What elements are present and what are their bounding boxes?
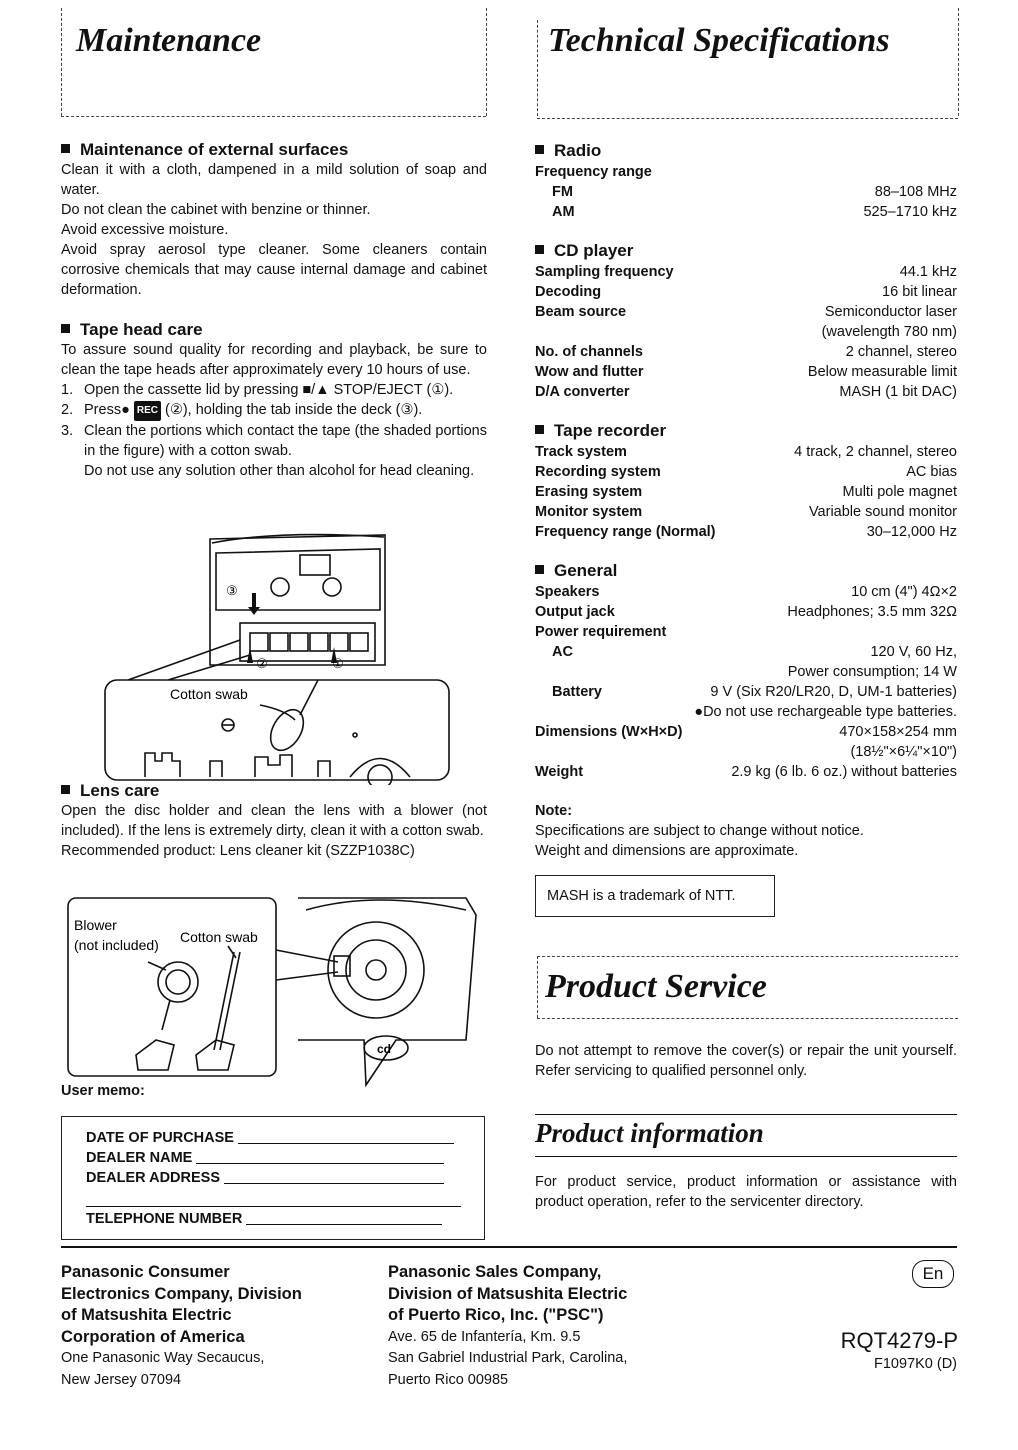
spec-ac: AC 120 V, 60 Hz, <box>552 644 957 660</box>
spec-recording-system: Recording system AC bias <box>535 464 957 480</box>
footer-us-address: Panasonic Consumer Electronics Company, Division of Matsushita Electric Corporation of America One Panasonic Way Secaucus, New Jersey 07094 <box>61 1263 302 1388</box>
spec-decoding: Decoding 16 bit linear <box>535 284 957 300</box>
dealer-name-line <box>196 1149 444 1164</box>
external-heading: Maintenance of external surfaces <box>61 140 487 160</box>
lens-care-section <box>61 781 487 861</box>
lens-care-heading: Lens care <box>61 781 487 801</box>
maintenance-external-section <box>61 140 487 300</box>
spec-speakers: Speakers 10 cm (4") 4Ω×2 <box>535 584 957 600</box>
model-number: RQT4279-P <box>840 1328 958 1353</box>
info-rule-bottom <box>535 1156 957 1157</box>
user-memo-label: User memo: <box>61 1083 145 1099</box>
service-title: Product Service <box>545 968 767 1005</box>
spec-weight: Weight 2.9 kg (6 lb. 6 oz.) without batteries <box>535 764 957 780</box>
external-p4: Avoid spray aerosol type cleaner. Some cleaners contain corrosive chemicals that may cause internal damage and cabinet deformation. <box>61 242 487 298</box>
lens-cotton-swab-label: Cotton swab <box>180 929 258 945</box>
info-rule-top <box>535 1114 957 1115</box>
external-p3: Avoid excessive moisture. <box>61 222 229 238</box>
specs-frame-right <box>958 8 959 116</box>
bullet-square-icon <box>61 785 70 794</box>
specs-title: Technical Specifications <box>548 22 890 59</box>
spec-tape-frequency: Frequency range (Normal) 30–12,000 Hz <box>535 524 957 540</box>
service-frame-bottom <box>537 1018 958 1019</box>
dealer-address-line <box>224 1169 444 1184</box>
footer-rule <box>61 1246 957 1248</box>
spec-ac-2: Power consumption; 14 W <box>787 664 957 680</box>
spec-wow-flutter: Wow and flutter Below measurable limit <box>535 364 957 380</box>
spec-beam-source: Beam source Semiconductor laser <box>535 304 957 320</box>
spec-erasing-system: Erasing system Multi pole magnet <box>535 484 957 500</box>
external-p2: Do not clean the cabinet with benzine or thinner. <box>61 202 371 218</box>
spec-dimensions-2: (18½"×6¼"×10") <box>850 744 957 760</box>
bullet-square-icon <box>535 245 544 254</box>
maintenance-title: Maintenance <box>76 22 262 59</box>
spec-power-requirement: Power requirement <box>535 624 667 640</box>
tape-recorder-heading: Tape recorder <box>535 421 666 441</box>
bullet-square-icon <box>61 324 70 333</box>
print-code: F1097K0 (D) <box>873 1356 957 1372</box>
specs-frame-left <box>537 20 538 116</box>
spec-da-converter: D/A converter MASH (1 bit DAC) <box>535 384 957 400</box>
maintenance-frame-left <box>61 8 62 116</box>
lens-care-p1: Open the disc holder and clean the lens with a blower (not included). If the lens is extremely dirty, clean it with a cotton swab. <box>61 803 487 839</box>
external-p1: Clean it with a cloth, dampened in a mild solution of soap and water. <box>61 162 487 198</box>
blower-label: Blower <box>74 917 117 933</box>
bullet-square-icon <box>61 144 70 153</box>
bullet-square-icon <box>535 425 544 434</box>
spec-frequency-range: Frequency range <box>535 164 652 180</box>
radio-heading: Radio <box>535 141 601 161</box>
spec-dimensions: Dimensions (W×H×D) 470×158×254 mm <box>535 724 957 740</box>
tape-head-step-2: 2. Press● REC (②), holding the tab inside the deck (③). <box>61 400 487 421</box>
footer-pr-address: Panasonic Sales Company, Division of Matsushita Electric of Puerto Rico, Inc. ("PSC") Ave. 65 de Infantería, Km. 9.5 San Gabriel Industrial Park, Carolina, Puerto Rico 00985 <box>388 1263 628 1388</box>
telephone-number-field[interactable]: TELEPHONE NUMBER <box>86 1210 442 1227</box>
dealer-address-field[interactable]: DEALER ADDRESS <box>86 1169 444 1186</box>
spec-note <box>535 801 957 861</box>
spec-channels: No. of channels 2 channel, stereo <box>535 344 957 360</box>
maintenance-frame-bottom <box>61 116 486 117</box>
spec-battery-note: ●Do not use rechargeable type batteries. <box>694 704 957 720</box>
service-text: Do not attempt to remove the cover(s) or repair the unit yourself. Refer servicing to qualified personnel only. <box>535 1043 957 1079</box>
date-of-purchase-field[interactable]: DATE OF PURCHASE <box>86 1129 454 1146</box>
cotton-swab-label: Cotton swab <box>170 686 248 702</box>
tape-head-step-3-note: Do not use any solution other than alcohol for head cleaning. <box>84 463 475 479</box>
note-label: Note: <box>535 803 573 819</box>
maintenance-frame-right <box>486 8 487 116</box>
bullet-square-icon <box>535 565 544 574</box>
tape-head-intro: To assure sound quality for recording and playback, be sure to clean the tape heads after approximately every 10 hours of use. <box>61 342 487 378</box>
spec-fm: FM 88–108 MHz <box>552 184 957 200</box>
tape-deck-figure <box>100 525 460 785</box>
callout-3: ③ <box>226 583 238 598</box>
language-badge-icon: En <box>912 1260 954 1288</box>
spec-beam-source-2: (wavelength 780 nm) <box>821 324 957 340</box>
info-text: For product service, product information or assistance with product operation, refer to the servicenter directory. <box>535 1174 957 1210</box>
spec-am: AM 525–1710 kHz <box>552 204 957 220</box>
spec-output-jack: Output jack Headphones; 3.5 mm 32Ω <box>535 604 957 620</box>
service-frame-top <box>537 956 958 957</box>
note-line-2: Weight and dimensions are approximate. <box>535 843 799 859</box>
note-line-1: Specifications are subject to change without notice. <box>535 823 864 839</box>
rec-button-icon: REC <box>134 401 161 421</box>
callout-1: ① <box>332 656 344 671</box>
callout-2: ② <box>256 656 268 671</box>
spec-track-system: Track system 4 track, 2 channel, stereo <box>535 444 957 460</box>
spec-monitor-system: Monitor system Variable sound monitor <box>535 504 957 520</box>
tape-head-heading: Tape head care <box>61 320 487 340</box>
date-of-purchase-line <box>238 1129 454 1144</box>
info-title: Product information <box>535 1118 764 1148</box>
service-frame-left <box>537 956 538 1018</box>
bullet-square-icon <box>535 145 544 154</box>
cd-logo-icon: cd <box>377 1042 392 1056</box>
tape-head-step-3: 3. Clean the portions which contact the tape (the shaded portions in the figure) with a cotton swab. <box>61 423 487 459</box>
lens-care-p2: Recommended product: Lens cleaner kit (SZZP1038C) <box>61 843 415 859</box>
tape-head-step-1: 1. Open the cassette lid by pressing ■/▲ STOP/EJECT (①). <box>61 382 454 398</box>
dealer-address-line-2 <box>86 1206 461 1207</box>
specs-frame-bottom <box>537 118 958 119</box>
tape-head-section <box>61 320 487 481</box>
lens-figure <box>66 890 496 1090</box>
spec-sampling: Sampling frequency 44.1 kHz <box>535 264 957 280</box>
not-included-label: (not included) <box>74 937 159 953</box>
dealer-name-field[interactable]: DEALER NAME <box>86 1149 444 1166</box>
telephone-number-line <box>246 1210 442 1225</box>
general-heading: General <box>535 561 617 581</box>
cd-player-heading: CD player <box>535 241 633 261</box>
trademark-text: MASH is a trademark of NTT. <box>547 888 736 904</box>
spec-battery: Battery 9 V (Six R20/LR20, D, UM-1 batteries) <box>552 684 957 700</box>
